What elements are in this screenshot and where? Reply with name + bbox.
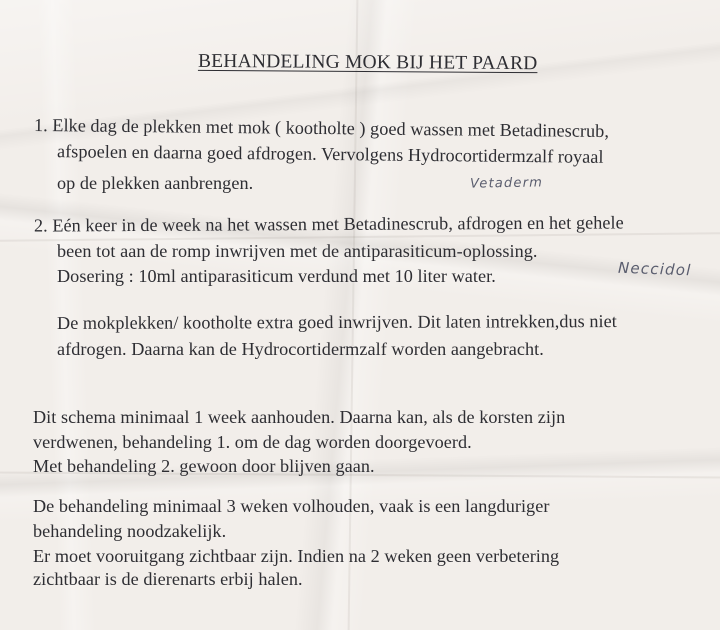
item2-note-line2: afdrogen. Daarna kan de Hydrocortidermzalf worden aangebracht. bbox=[57, 339, 544, 359]
handwritten-note-vetaderm: Vetaderm bbox=[469, 175, 544, 192]
item1-line3: op de plekken aanbrengen. bbox=[57, 173, 254, 193]
schema-line1: Dit schema minimaal 1 week aanhouden. Daarna kan, als de korsten zijn bbox=[33, 407, 566, 427]
handwritten-note-neccidol: Neccidol bbox=[617, 258, 692, 280]
item2-line2: been tot aan de romp inwrijven met de antiparasiticum-oplossing. bbox=[57, 241, 538, 261]
item2-line1: 2. Eén keer in de week na het wassen met Betadinescrub, afdrogen en het gehele bbox=[33, 212, 624, 236]
item1-line1: 1. Elke dag de plekken met mok ( kootholte ) goed wassen met Betadinescrub, bbox=[33, 114, 610, 142]
schema-line2: verdwenen, behandeling 1. om de dag worden doorgevoerd. bbox=[33, 432, 472, 452]
duration-line1: De behandeling minimaal 3 weken volhouden, vaak is een langduriger bbox=[33, 496, 550, 516]
item2-line3: Dosering : 10ml antiparasiticum verdund met 10 liter water. bbox=[57, 266, 496, 286]
duration-line2: behandeling noodzakelijk. bbox=[33, 521, 227, 541]
duration-line4: zichtbaar is de dierenarts erbij halen. bbox=[33, 569, 303, 589]
schema-line3: Met behandeling 2. gewoon door blijven gaan. bbox=[33, 456, 375, 476]
document-title: BEHANDELING MOK BIJ HET PAARD bbox=[197, 50, 538, 75]
item2-note-line1: De mokplekken/ kootholte extra goed inwrijven. Dit laten intrekken,dus niet bbox=[56, 311, 617, 333]
duration-line3: Er moet vooruitgang zichtbaar zijn. Indien na 2 weken geen verbetering bbox=[33, 546, 560, 566]
item1-line2: afspoelen en daarna goed afdrogen. Vervolgens Hydrocortidermzalf royaal bbox=[56, 141, 604, 167]
